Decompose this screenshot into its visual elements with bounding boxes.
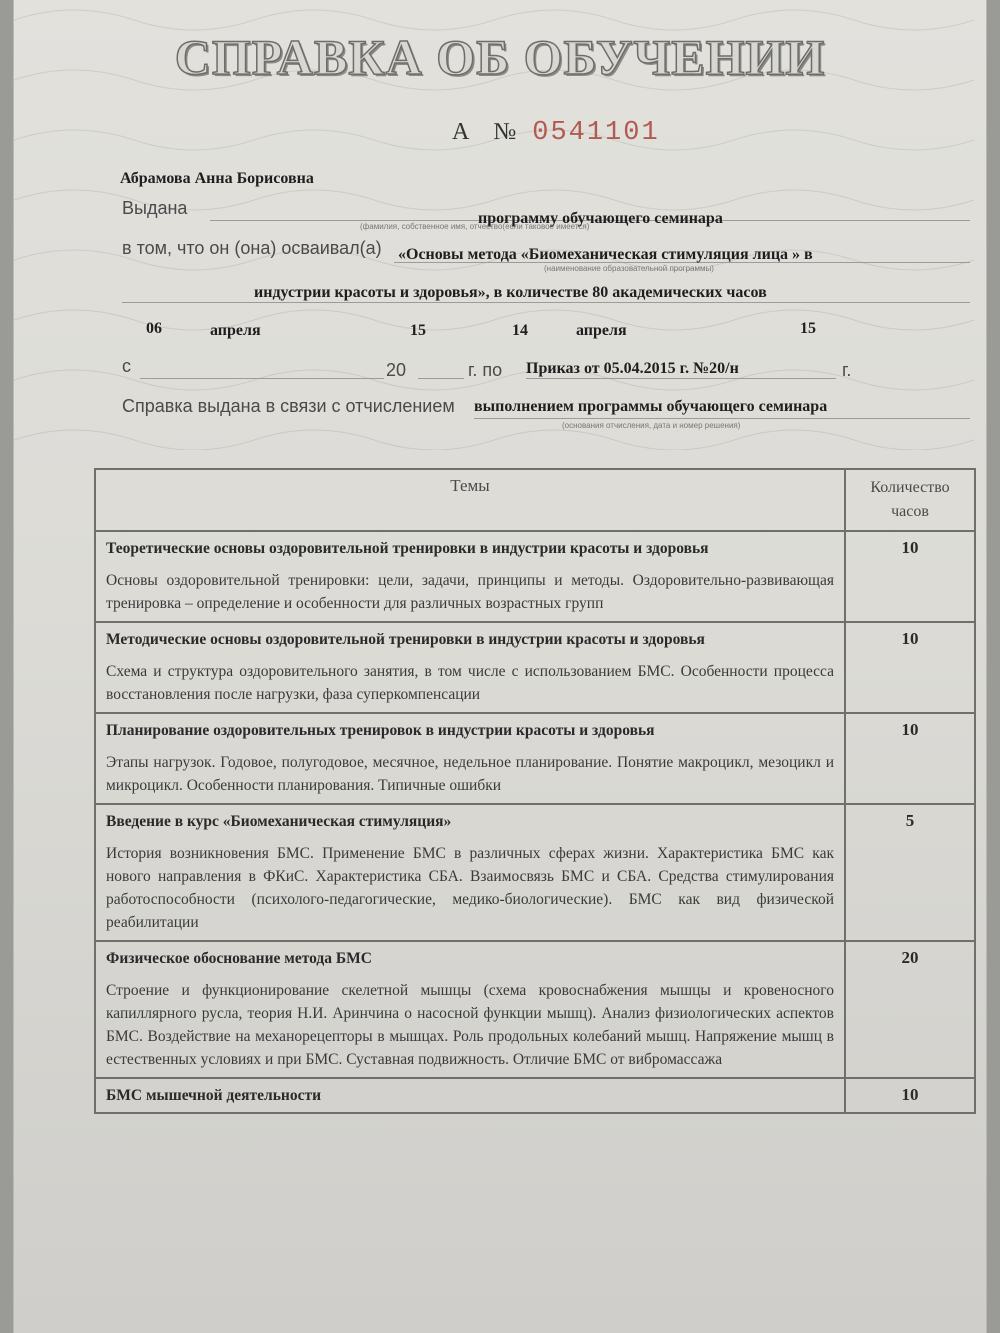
- certificate-sheet: [14, 0, 986, 1333]
- date-to-day: 14: [512, 322, 528, 339]
- topic-body: Основы оздоровительной тренировки: цели, задачи, принципы и методы. Оздоровительно-развивающая тренировка – определение и особенности для различных возрастных групп: [106, 572, 834, 612]
- year-rule: [418, 378, 464, 379]
- topic-title: Физическое обоснование метода БМС: [106, 950, 372, 967]
- program-hint: (наименование образовательной программы): [544, 264, 714, 273]
- topic-hours: 20: [845, 941, 975, 1078]
- series-letter: А: [452, 119, 470, 145]
- person-name: Абрамова Анна Борисовна: [120, 170, 314, 187]
- table-row: [95, 531, 975, 622]
- issued-hint: (фамилия, собственное имя, отчество(если таковое имеется): [360, 222, 590, 231]
- topic-title: Введение в курс «Биомеханическая стимуляция»: [106, 813, 452, 830]
- table-row: [95, 713, 975, 804]
- table-row: [95, 622, 975, 713]
- topic-hours: 10: [845, 713, 975, 804]
- reason-label: Справка выдана в связи с отчислением: [122, 396, 455, 416]
- table-row: [95, 804, 975, 941]
- topic-body: Этапы нагрузок. Годовое, полугодовое, месячное, недельное планирование. Понятие макроцикл, мезоцикл и микроцикл. Особенности планирования. Типичные ошибки: [106, 754, 834, 794]
- header-topics: Темы: [95, 469, 845, 531]
- date-from-rule: [140, 378, 384, 379]
- topic-title: Методические основы оздоровительной тренировки в индустрии красоты и здоровья: [106, 631, 705, 648]
- program-line-1: программу обучающего семинара: [478, 210, 723, 227]
- date-from-month: апреля: [210, 322, 261, 339]
- topic-title: Планирование оздоровительных тренировок в индустрии красоты и здоровья: [106, 722, 655, 739]
- topic-title: Теоретические основы оздоровительной тренировки в индустрии красоты и здоровья: [106, 540, 709, 557]
- date-from-prefix: с: [122, 356, 131, 376]
- studied-label: в том, что он (она) осваивал(а): [122, 238, 382, 258]
- reason-hint: (основания отчисления, дата и номер решения): [562, 421, 741, 430]
- topic-hours: 10: [845, 531, 975, 622]
- reason-rule: [474, 418, 970, 419]
- date-to-year: 15: [800, 320, 816, 337]
- document-title: СПРАВКА ОБ ОБУЧЕНИИ: [174, 29, 826, 85]
- topic-body: История возникновения БМС. Применение БМС в различных сферах жизни. Характеристика БМС как нового направления в ФКиС. Характеристика СБА. Взаимосвязь БМС и СБА. Средства стимулирования работоспособности (психолого-педагогические, медико-биологические). БМС как вид физической реабилитации: [106, 845, 834, 931]
- date-from-day: 06: [146, 320, 162, 337]
- topic-hours: 10: [845, 1078, 975, 1113]
- order-rule: [526, 378, 836, 379]
- program-line-2: «Основы метода «Биомеханическая стимуляция лица » в: [398, 246, 813, 263]
- program-rule: [122, 302, 970, 303]
- number-sign: №: [493, 119, 517, 145]
- topic-body: Схема и структура оздоровительного занятия, в том числе с использованием БМС. Особенности процесса восстановления после нагрузки, фаза суперкомпенсации: [106, 663, 834, 703]
- topics-table: [94, 468, 976, 1114]
- reason-value: выполнением программы обучающего семинара: [474, 398, 828, 415]
- date-from-year: 15: [410, 322, 426, 339]
- topic-hours: 10: [845, 622, 975, 713]
- date-to-label: г. по: [468, 360, 503, 380]
- issued-label: Выдана: [122, 198, 188, 218]
- century-label: 20: [386, 360, 407, 380]
- serial-number: [452, 118, 660, 148]
- header-hours: Количество часов: [845, 469, 975, 531]
- topic-body: Строение и функционирование скелетной мышцы (схема кровоснабжения мышцы и кровеносного капиллярного русла, теория Н.И. Аринчина о насосной функции мышц). Анализ физиологических аспектов БМС. Воздействие на механорецепторы в мышцах. Роль продольных колебаний мышц. Напряжение мышц в естественных условиях и при БМС. Суставная подвижность. Отличие БМС от вибромассажа: [106, 982, 834, 1068]
- program-line-3: индустрии красоты и здоровья», в количестве 80 академических часов: [254, 284, 767, 301]
- document-number: 0541101: [532, 118, 660, 148]
- table-row: [95, 941, 975, 1078]
- year-suffix: г.: [842, 360, 852, 380]
- topic-title: БМС мышечной деятельности: [106, 1087, 322, 1104]
- date-to-month: апреля: [576, 322, 627, 339]
- table-header-row: [95, 469, 975, 531]
- topic-hours: 5: [845, 804, 975, 941]
- order-text: Приказ от 05.04.2015 г. №20/н: [526, 360, 739, 377]
- table-row: [95, 1078, 975, 1113]
